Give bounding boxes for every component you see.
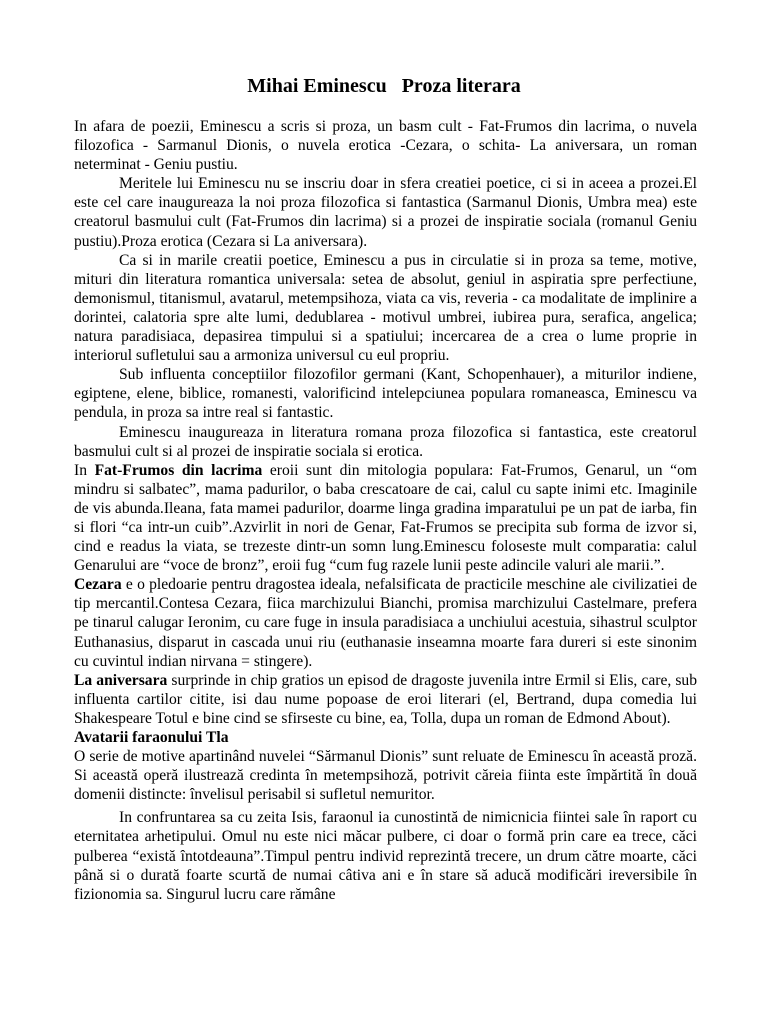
paragraph-isis: In confruntarea sa cu zeita Isis, faraonul ia cunostintă de nimicnicia fiintei sale în raport cu eternitatea arhetipului. Omul nu este nici măcar pulbere, ci doar o formă prin care ea trece, căci pulberea “există întotdeauna”.Timpul pentru individ reprezintă trecere, un drum către moarte, căci până si o durată foarte scurtă de numai câtiva ani e în stare să aducă modificări ireversibile în fizionomia sa. Singurul lucru care rămâne bbox=[74, 809, 697, 903]
paragraph-aniversara-text: surprinde in chip gratios un episod de dragoste juvenila intre Ermil si Elis, care, sub influenta cartilor citite, isi dau nume popoase de eroi literari (el, Bertrand, dupa comedia lui Shakespeare Totul e bine cind se sfirseste cu bine, ea, Tolla, dupa un roman de Edmond About). bbox=[74, 671, 697, 727]
paragraph-fat-frumos-lead: In bbox=[74, 461, 95, 479]
paragraph-themes: Ca si in marile creatii poetice, Eminescu a pus in circulatie si in proza sa teme, motive, mituri din literatura romantica universala: setea de absolut, geniul in aspiratia spre perfectiune, demonismul, titanismul, avatarul, metempsihoza, viata ca vis, reveria - ca modalitate de implinire a dorintei, calatoria spre alte lumi, dedublarea - motivul umbrei, iubirea pura, serafica, angelica; natura paradisiaca, depasirea timpului si a spatiului; incercarea de a crea o lume proprie in interiorul sufletului sau a armoniza universul cu eul propriu. bbox=[74, 251, 697, 365]
paragraph-cezara-text: e o pledoarie pentru dragostea ideala, nefalsificata de practicile meschine ale civilizatiei de tip mercantil.Contesa Cezara, fiica marchizului Bianchi, promisa marchizului Castelmare, prefera pe tinarul calugar Ieronim, cu care fuge in insula paradisiaca a unchiului acestuia, sihastrul sculptor Euthanasius, disparut in cascada unui riu (euthanasie inseamna moarte fara dureri si este sinonim cu cuvintul indian nirvana = stingere). bbox=[74, 576, 697, 670]
paragraph-fat-frumos bbox=[74, 461, 697, 576]
paragraph-aniversara bbox=[74, 671, 697, 728]
document-title: Mihai Eminescu Proza literara bbox=[247, 75, 521, 97]
paragraph-merits: Meritele lui Eminescu nu se inscriu doar in sfera creatiei poetice, ci si in aceea a prozei.El este cel care inaugureaza la noi proza filozofica si fantastica (Sarmanul Dionis, Umbra mea) este creatorul basmului cult (Fat-Frumos din lacrima) si a prozei de inspiratie sociala (romanul Geniu pustiu).Proza erotica (Cezara si La aniversara). bbox=[74, 175, 697, 250]
work-title-fat-frumos: Fat-Frumos din lacrima bbox=[94, 461, 263, 479]
document-body bbox=[74, 117, 697, 904]
paragraph-influences: Sub influenta conceptiilor filozofilor germani (Kant, Schopenhauer), a miturilor indiene, egiptene, elene, biblice, romanesti, valorificind intelepciunea populara romaneasca, Eminescu va pendula, in proza sa intre real si fantastic. bbox=[74, 366, 697, 422]
section-heading-avatarii: Avatarii faraonului Tla bbox=[74, 729, 229, 746]
work-title-aniversara: La aniversara bbox=[74, 671, 168, 689]
paragraph-intro: In afara de poezii, Eminescu a scris si proza, un basm cult - Fat-Frumos din lacrima, o nuvela filozofica - Sarmanul Dionis, o nuvela erotica -Cezara, o schita- La aniversara, un roman neterminat - Geniu pustiu. bbox=[74, 118, 697, 174]
paragraph-fat-frumos-text: eroii sunt din mitologia populara: Fat-Frumos, Genarul, un “om mindru si salbatec”, mama padurilor, o baba crescatoare de cai, calul cu sapte inimi etc. Imaginile de vis abunda.Ileana, fata mamei padurilor, doarme linga gradina imparatului pe un pat de iarba, fin si flori “ca intr-un cuib”.Azvirlit in nori de Genar, Fat-Frumos se precipita sub forma de izvor si, cind e readus la viata, se trezeste dintr-un somn lung.Eminescu foloseste mult comparatia: calul Genarului are “voce de bronz”, eroii fug “cum fug razele lunii peste adincile valuri ale marii.”. bbox=[74, 461, 698, 575]
work-title-cezara: Cezara bbox=[74, 576, 122, 594]
paragraph-inauguration: Eminescu inaugureaza in literatura romana proza filozofica si fantastica, este creatorul basmului cult si al prozei de inspiratie sociala si erotica. bbox=[74, 423, 697, 460]
paragraph-metempsihoza: O serie de motive apartinând nuvelei “Sărmanul Dionis” sunt reluate de Eminescu în această proză. Si această operă ilustrează credinta în metempsihoză, potrivit căreia fiinta este împărtită în două domenii distincte: învelisul perisabil si sufletul nemuritor. bbox=[74, 748, 697, 804]
paragraph-cezara bbox=[74, 575, 697, 670]
